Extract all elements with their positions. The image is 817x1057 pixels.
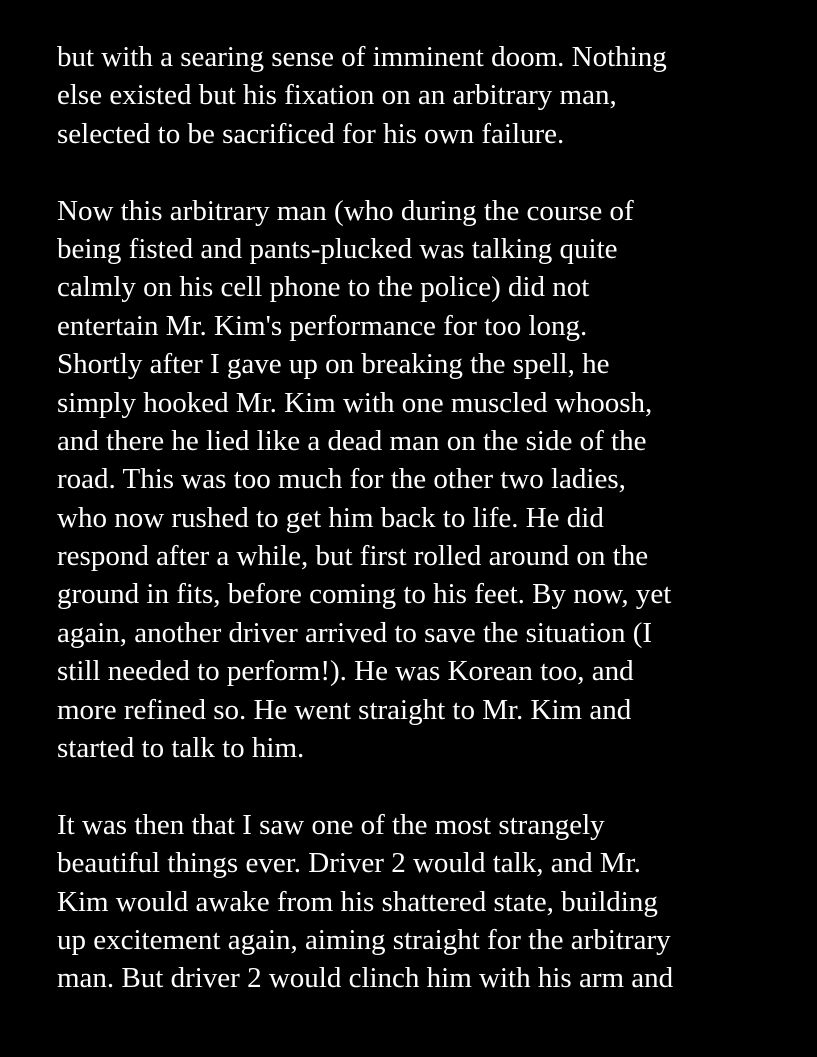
- text-line: It was then that I saw one of the most strangely: [57, 808, 605, 841]
- text-line: beautiful things ever. Driver 2 would talk, and Mr.: [57, 847, 641, 880]
- text-line: calmly on his cell phone to the police) did not: [57, 271, 590, 304]
- paragraph-spacer: [57, 153, 787, 191]
- text-line: respond after a while, but first rolled around on the: [57, 540, 649, 573]
- text-line: else existed but his fixation on an arbitrary man,: [57, 79, 617, 112]
- text-line: Now this arbitrary man (who during the course of: [57, 194, 634, 227]
- text-line: more refined so. He went straight to Mr. Kim and: [57, 693, 632, 726]
- paragraph-1: [57, 38, 787, 153]
- text-line: but with a searing sense of imminent doom. Nothing: [57, 41, 667, 73]
- text-line: started to talk to him.: [57, 732, 305, 765]
- text-line: road. This was too much for the other two ladies,: [57, 463, 626, 496]
- text-line: Shortly after I gave up on breaking the spell, he: [57, 348, 610, 381]
- text-line: selected to be sacrificed for his own failure.: [57, 117, 565, 150]
- text-line: up excitement again, aiming straight for the arbitrary: [57, 923, 671, 956]
- paragraph-spacer: [57, 767, 787, 805]
- text-line: again, another driver arrived to save the situation (I: [57, 616, 653, 649]
- text-line: and there he lied like a dead man on the side of the: [57, 424, 647, 457]
- text-line: simply hooked Mr. Kim with one muscled whoosh,: [57, 386, 653, 419]
- text-line: being fisted and pants-plucked was talking quite: [57, 232, 618, 265]
- document-page: [57, 38, 787, 998]
- text-line: entertain Mr. Kim's performance for too long.: [57, 309, 588, 342]
- text-line: man. But driver 2 would clinch him with his arm and: [57, 962, 674, 995]
- text-line: still needed to perform!). He was Korean too, and: [57, 655, 634, 688]
- text-line: ground in fits, before coming to his feet. By now, yet: [57, 578, 672, 611]
- text-line: Kim would awake from his shattered state, building: [57, 885, 658, 918]
- paragraph-3: [57, 806, 787, 998]
- text-line: who now rushed to get him back to life. He did: [57, 501, 604, 534]
- paragraph-2: [57, 192, 787, 768]
